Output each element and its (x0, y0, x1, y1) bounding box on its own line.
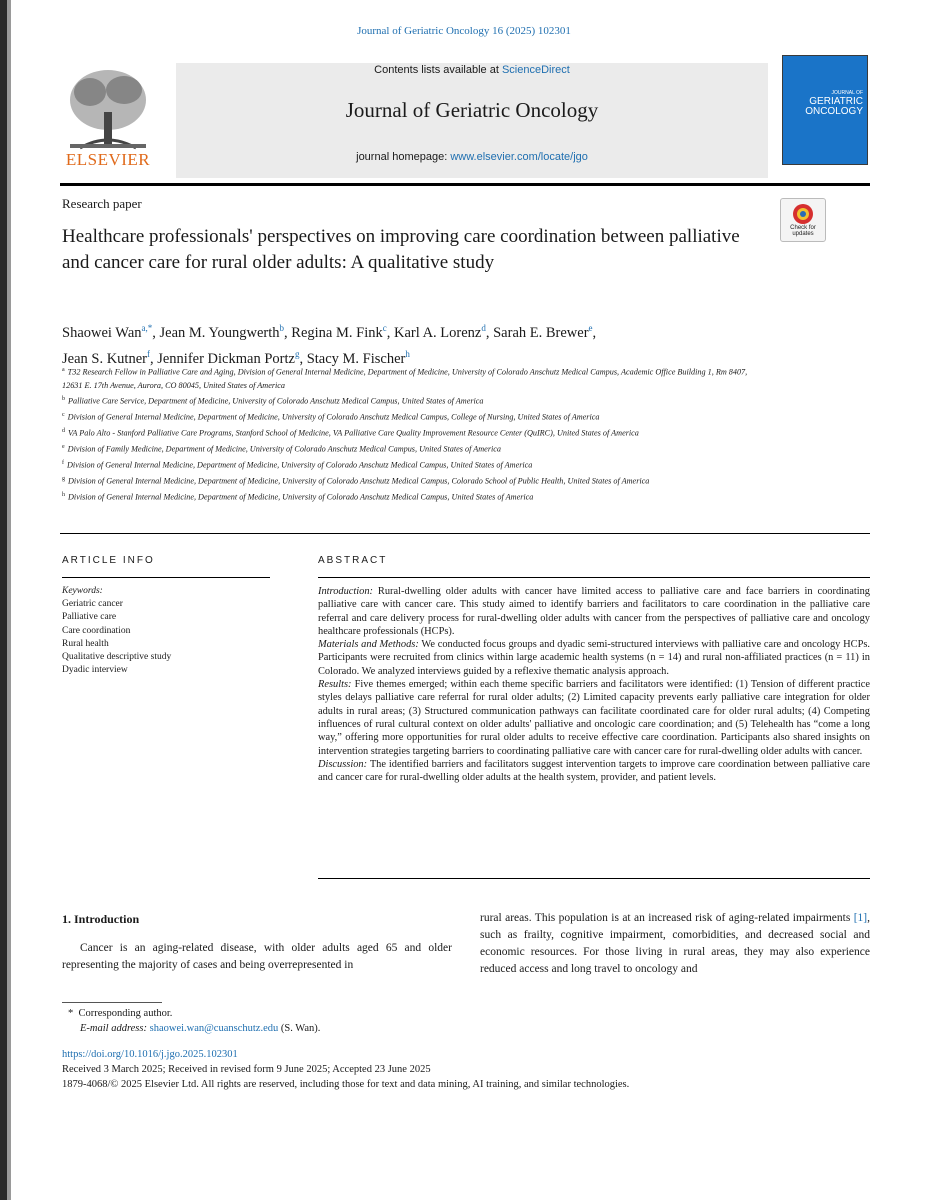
abstract-section-text: We conducted focus groups and dyadic semi-structured interviews with palliative care and oncology HCPs. Participants were recruited from clinics within large academic health systems (n = 14) and rural non-affiliated practices (n = 11) in Colorado. We analyzed interviews guided by a reflexive thematic analysis approach. (318, 639, 870, 677)
author-name: Stacy M. Fischer (306, 350, 406, 367)
affiliation-tag: a (62, 367, 65, 373)
author[interactable] (394, 325, 486, 341)
author-affiliation-ref[interactable]: d (481, 323, 486, 333)
affiliation-text: Division of General Internal Medicine, Department of Medicine, University of Colorado Anschutz Medical Campus, United States of America (68, 492, 534, 502)
abstract-section-label: Discussion: (318, 758, 368, 770)
author-separator: , (299, 350, 307, 367)
affiliation (62, 457, 762, 473)
affiliation-tag: e (62, 443, 65, 450)
asterisk-marker: * (68, 1008, 79, 1019)
contents-line (176, 64, 768, 76)
author-affiliation-ref[interactable]: g (294, 348, 300, 359)
reference-link[interactable]: [1] (853, 912, 868, 924)
journal-homepage-link[interactable]: www.elsevier.com/locate/jgo (450, 151, 588, 163)
email-suffix: (S. Wan). (278, 1022, 321, 1034)
keyword[interactable]: Care coordination (62, 625, 131, 636)
affiliation-tag: b (62, 395, 65, 402)
author[interactable] (493, 325, 592, 341)
article-title: Healthcare professionals' perspectives on improving care coordination between palliative and cancer care for rural older adults: A qualitative study (62, 226, 740, 273)
author-affiliation-ref[interactable]: e (588, 323, 593, 333)
elsevier-wordmark: ELSEVIER (65, 150, 151, 169)
article-type: Research paper (62, 196, 142, 211)
author-name: Jean S. Kutner (62, 350, 147, 367)
received-dates: Received 3 March 2025; Received in revised form 9 June 2025; Accepted 23 June 2025 (62, 1064, 431, 1075)
keyword[interactable]: Palliative care (62, 612, 117, 623)
affiliation (62, 425, 762, 441)
cover-small-text: JOURNAL OF (831, 90, 863, 96)
affiliation-text: Division of General Internal Medicine, Department of Medicine, University of Colorado Anschutz Medical Campus, Colorado School of Public Health, United States of America (68, 476, 650, 486)
email-link[interactable]: shaowei.wan@cuanschutz.edu (149, 1022, 279, 1034)
author-affiliation-ref[interactable]: a,* (141, 323, 153, 333)
keyword[interactable]: Dyadic interview (62, 665, 128, 676)
affiliation-text: Division of General Internal Medicine, Department of Medicine, University of Colorado Anschutz Medical Campus, College of Nursing, United States of America (67, 412, 600, 422)
affiliation-tag: d (62, 427, 65, 434)
author-list (62, 318, 822, 370)
abstract-heading: ABSTRACT (318, 555, 388, 566)
keywords-label: Keywords: (62, 586, 103, 596)
author[interactable] (291, 325, 386, 341)
affiliation-text: Palliative Care Service, Department of Medicine, University of Colorado Anschutz Medical Campus, United States of America (68, 396, 484, 406)
article-info-rule (62, 577, 270, 578)
author-separator: , (149, 350, 158, 367)
affiliation (62, 473, 762, 489)
copyright-notice: 1879-4068/© 2025 Elsevier Ltd. All rights are reserved, including those for text and data mining, AI training, and similar technologies. (62, 1079, 630, 1090)
introduction-heading: 1. Introduction (62, 912, 140, 926)
header-rule (60, 183, 870, 186)
keyword[interactable]: Rural health (62, 638, 109, 649)
email-label: E-mail address: (80, 1022, 150, 1034)
author-separator: , (386, 324, 394, 341)
keyword[interactable]: Geriatric cancer (62, 599, 123, 610)
author-affiliation-ref[interactable]: b (279, 323, 285, 333)
cover-title-line2: ONCOLOGY (805, 106, 863, 117)
email-line (68, 1022, 320, 1037)
footnote-rule (62, 1002, 162, 1003)
affiliation (62, 409, 762, 425)
author[interactable] (160, 325, 285, 341)
keywords-block (62, 585, 171, 677)
keyword[interactable]: Qualitative descriptive study (62, 652, 172, 663)
abstract-section-text: Five themes emerged; within each theme specific barriers and facilitators were identified: (1) Tension of different practice styles delays palliative care referral for rural older adults; (2) Limited capacity prevents early palliative care integration for older adults in rural areas; (3) Structured communication pathways can facilitate coordinated care for older rural adults; (4) Competing influences of rural cultural context on older adults' palliative and oncologic care coordination; and (5) Telehealth has “come a long way,” offering more opportunities for rural older adults to receive effective care coordination. Participants also shared insights on intervention strategies targeting barriers to coordinating palliative care with cancer care for rural-dwelling older adults with cancer. (318, 679, 870, 757)
abstract-section-label: Results: (318, 679, 352, 691)
journal-cover-thumbnail[interactable] (782, 55, 868, 165)
affiliation-tag: c (62, 411, 65, 418)
affiliation-text: Division of General Internal Medicine, Department of Medicine, University of Colorado Anschutz Medical Campus, United States of America (67, 460, 533, 470)
homepage-line (176, 151, 768, 163)
body-text: , such as frailty, cognitive impairment, comorbidities, and decreased social and economic resources. For those living in rural areas, they may also experience reduced access and long travel to oncology and (480, 912, 870, 975)
abstract-section-label: Materials and Methods: (318, 639, 419, 651)
affiliation-tag: h (62, 492, 65, 499)
homepage-prefix: journal homepage: (356, 151, 451, 163)
doi-link[interactable]: https://doi.org/10.1016/j.jgo.2025.102301 (62, 1049, 238, 1060)
affiliation-text: T32 Research Fellow in Palliative Care and Aging, Division of General Internal Medicine, Department of Medicine, University of Colorado Anschutz Medical Campus, Academic Office Building 1, Rm 8407, 12631 E. 17th Avenue, Aurora, CO 80045, United States of America (62, 367, 748, 390)
author-name: Karl A. Lorenz (393, 324, 482, 341)
contents-prefix: Contents lists available at (374, 64, 502, 76)
author-name: Sarah E. Brewer (493, 324, 589, 341)
abstract-section (318, 678, 870, 758)
journal-citation-line[interactable]: Journal of Geriatric Oncology 16 (2025) 102301 (357, 25, 571, 37)
body-text: rural areas. This population is at an increased risk of aging-related impairments (480, 912, 854, 924)
abstract-bottom-rule (318, 878, 870, 879)
affiliation-tag: g (62, 475, 65, 482)
body-column-right (480, 910, 870, 978)
author-name: Regina M. Fink (291, 324, 383, 341)
cover-title-line1: GERIATRIC (809, 96, 863, 107)
corresponding-label: Corresponding author. (78, 1008, 173, 1019)
author-name: Jean M. Youngwerth (159, 324, 280, 341)
affiliation-text: Division of Family Medicine, Department of Medicine, University of Colorado Anschutz Medical Campus, United States of America (67, 444, 502, 454)
affiliation (62, 489, 762, 505)
badge-label: Check for updates (790, 224, 816, 238)
affiliation (62, 393, 762, 409)
affiliation-text: VA Palo Alto - Stanford Palliative Care Programs, Stanford School of Medicine, VA Palliative Care Quality Improvement Resource Center (QuIRC), United States of America (68, 428, 639, 438)
abstract-section (318, 585, 870, 638)
sciencedirect-link[interactable]: ScienceDirect (501, 64, 570, 76)
check-for-updates-icon (791, 202, 815, 226)
abstract-section (318, 758, 870, 785)
author-affiliation-ref[interactable]: h (405, 348, 410, 359)
journal-title: Journal of Geriatric Oncology (345, 98, 599, 122)
section-rule (60, 533, 870, 534)
corresponding-line (68, 1007, 320, 1022)
page-edge-shadow-light (7, 0, 11, 1200)
affiliation (62, 441, 762, 457)
author-separator: , (485, 324, 494, 341)
author-name: Jennifer Dickman Portz (157, 350, 295, 367)
abstract-section (318, 638, 870, 678)
article-info-heading: ARTICLE INFO (62, 555, 155, 566)
affiliations-list (62, 364, 762, 505)
author-name: Shaowei Wan (62, 324, 142, 341)
affiliation-tag: f (62, 459, 64, 466)
cover-title (805, 97, 863, 117)
body-column-left: Cancer is an aging-related disease, with older adults aged 65 and older representing the majority of cases and being overrepresented in (62, 942, 452, 971)
author-separator: , (152, 324, 160, 341)
abstract-section-text: The identified barriers and facilitators suggest intervention targets to improve care coordination between palliative care and cancer care for rural-dwelling older adults at the health system, provider, and patient levels. (318, 758, 870, 784)
author-affiliation-ref[interactable]: f (146, 348, 150, 359)
author[interactable] (62, 325, 152, 341)
author-separator: , (284, 324, 292, 341)
abstract-rule (318, 577, 870, 578)
author-affiliation-ref[interactable]: c (382, 323, 387, 333)
corresponding-author-footnote (68, 1007, 320, 1036)
affiliation (62, 364, 762, 392)
check-for-updates-badge[interactable] (780, 198, 826, 242)
abstract-body (318, 585, 870, 784)
page-edge-shadow (0, 0, 7, 1200)
author-separator: , (592, 324, 597, 341)
abstract-section-label: Introduction: (318, 586, 374, 597)
abstract-section-text: Rural-dwelling older adults with cancer have limited access to palliative care and face barriers in coordinating palliative care with cancer care. This study aimed to identify barriers and facilitators to care coordination in the palliative care referral and care delivery process for rural-dwelling older adults with cancer from the perspectives of palliative care and oncology healthcare professionals (HCPs). (318, 586, 870, 637)
